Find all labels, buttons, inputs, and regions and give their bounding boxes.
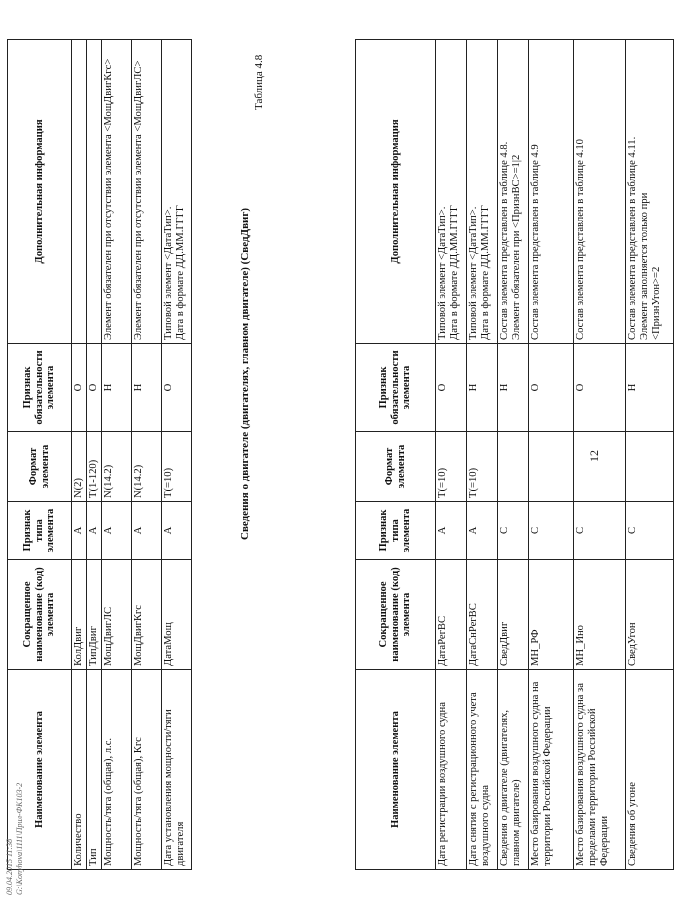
header-cell: Сокращенное наименование (код) элемента [8, 560, 72, 670]
cell-name: Количество [72, 670, 87, 870]
cell-format [626, 432, 674, 502]
header-cell: Дополнительная информация [356, 40, 436, 344]
header-cell: Признак обязательности элемента [356, 344, 436, 432]
table-row [436, 40, 467, 870]
cell-name: Дата установления мощности/тяги двигателя [162, 670, 192, 870]
cell-required: Н [132, 344, 162, 432]
cell-info: Элемент обязателен при отсутствии элемента <МощДвигЛС> [132, 40, 162, 344]
table-row [162, 40, 192, 870]
cell-format: T(1-120) [87, 432, 102, 502]
cell-required: О [529, 344, 574, 432]
header-cell: Признак типа элемента [8, 502, 72, 560]
cell-code: МощДвигЛС [102, 560, 132, 670]
cell-info: Типовой элемент <ДатаТип>. Дата в формате ДД.ММ.ГГГГ [436, 40, 467, 344]
cell-info: Состав элемента представлен в таблице 4.8. Элемент обязателен при <ПризнВС>=1|2 [498, 40, 529, 344]
header-cell: Дополнительная информация [8, 40, 72, 344]
cell-name: Мощность/тяга (общая), Кгс [132, 670, 162, 870]
cell-type: А [467, 502, 498, 560]
cell-type: А [162, 502, 192, 560]
cell-format [574, 432, 626, 502]
header-cell: Наименование элемента [356, 670, 436, 870]
cell-info: Состав элемента представлен в таблице 4.9 [529, 40, 574, 344]
footer-stamp [5, 783, 24, 895]
cell-code: КолДвиг [72, 560, 87, 670]
cell-code: ДатаСнРегВС [467, 560, 498, 670]
cell-name: Мощность/тяга (общая), л.с. [102, 670, 132, 870]
cell-code: МН_РФ [529, 560, 574, 670]
header-cell: Признак типа элемента [356, 502, 436, 560]
table-row [626, 40, 674, 870]
table-row [87, 40, 102, 870]
cell-required: Н [498, 344, 529, 432]
table-row [529, 40, 574, 870]
cell-info [72, 40, 87, 344]
cell-type: А [72, 502, 87, 560]
elements-table [355, 39, 674, 870]
cell-type: А [87, 502, 102, 560]
cell-required: О [162, 344, 192, 432]
engine-table [7, 39, 192, 870]
cell-name: Место базирования воздушного судна на территории Российской Федерации [529, 670, 574, 870]
cell-info: Состав элемента представлен в таблице 4.11. Элемент заполняется только при <ПризнУгон>=2 [626, 40, 674, 344]
cell-info: Элемент обязателен при отсутствии элемента <МощДвигКгс> [102, 40, 132, 344]
cell-required: О [436, 344, 467, 432]
cell-name: Дата снятия с регистрационного учета воздушного судна [467, 670, 498, 870]
cell-type: А [102, 502, 132, 560]
cell-code: СведДвиг [498, 560, 529, 670]
cell-name: Дата регистрации воздушного судна [436, 670, 467, 870]
cell-code: МощДвигКгс [132, 560, 162, 670]
cell-required: О [574, 344, 626, 432]
table-row [102, 40, 132, 870]
cell-format [498, 432, 529, 502]
table-row [498, 40, 529, 870]
cell-info: Состав элемента представлен в таблице 4.10 [574, 40, 626, 344]
cell-code: ДатаМощ [162, 560, 192, 670]
cell-type: С [529, 502, 574, 560]
stamp-path: G:\Konyhova\1111\Прил-ФК103-2 [14, 782, 24, 895]
cell-type: А [436, 502, 467, 560]
cell-name: Место базирования воздушного судна за пределами территории Российской Федерации [574, 670, 626, 870]
header-cell: Формат элемента [356, 432, 436, 502]
table-row [132, 40, 162, 870]
cell-type: А [132, 502, 162, 560]
cell-format: N(2) [72, 432, 87, 502]
cell-required: Н [102, 344, 132, 432]
cell-format [529, 432, 574, 502]
cell-format: T(=10) [467, 432, 498, 502]
cell-format: N(14.2) [132, 432, 162, 502]
cell-name: Тип [87, 670, 102, 870]
cell-format: T(=10) [436, 432, 467, 502]
cell-type: С [574, 502, 626, 560]
cell-format: N(14.2) [102, 432, 132, 502]
cell-code: МН_Ино [574, 560, 626, 670]
header-cell: Признак обязательности элемента [8, 344, 72, 432]
cell-format: T(=10) [162, 432, 192, 502]
cell-type: С [626, 502, 674, 560]
cell-code: ДатаРегВС [436, 560, 467, 670]
cell-code: ТипДвиг [87, 560, 102, 670]
cell-code: СведУгон [626, 560, 674, 670]
header-cell: Сокращенное наименование (код) элемента [356, 560, 436, 670]
table-row [467, 40, 498, 870]
cell-name: Сведения о двигателе (двигателях, главном двигателе) [498, 670, 529, 870]
cell-info: Типовой элемент <ДатаТип>. Дата в формате ДД.ММ.ГГГГ [162, 40, 192, 344]
header-cell: Формат элемента [8, 432, 72, 502]
table-number-label: Таблица 4.8 [253, 54, 265, 110]
table-header-row [8, 40, 72, 870]
table-row [574, 40, 626, 870]
header-cell: Наименование элемента [8, 670, 72, 870]
cell-info [87, 40, 102, 344]
stamp-date: 09.04.2015 11:38 [5, 838, 14, 895]
cell-info: Типовой элемент <ДатаТип>. Дата в формате ДД.ММ.ГГГГ [467, 40, 498, 344]
table-row [72, 40, 87, 870]
table-header-row [356, 40, 436, 870]
table-caption: Сведения о двигателе (двигателях, главном двигателе) (СведДвиг) [239, 207, 251, 540]
cell-type: С [498, 502, 529, 560]
cell-required: О [87, 344, 102, 432]
cell-required: Н [626, 344, 674, 432]
cell-name: Сведения об угоне [626, 670, 674, 870]
cell-required: О [72, 344, 87, 432]
cell-required: Н [467, 344, 498, 432]
page-number: 12 [587, 450, 601, 462]
